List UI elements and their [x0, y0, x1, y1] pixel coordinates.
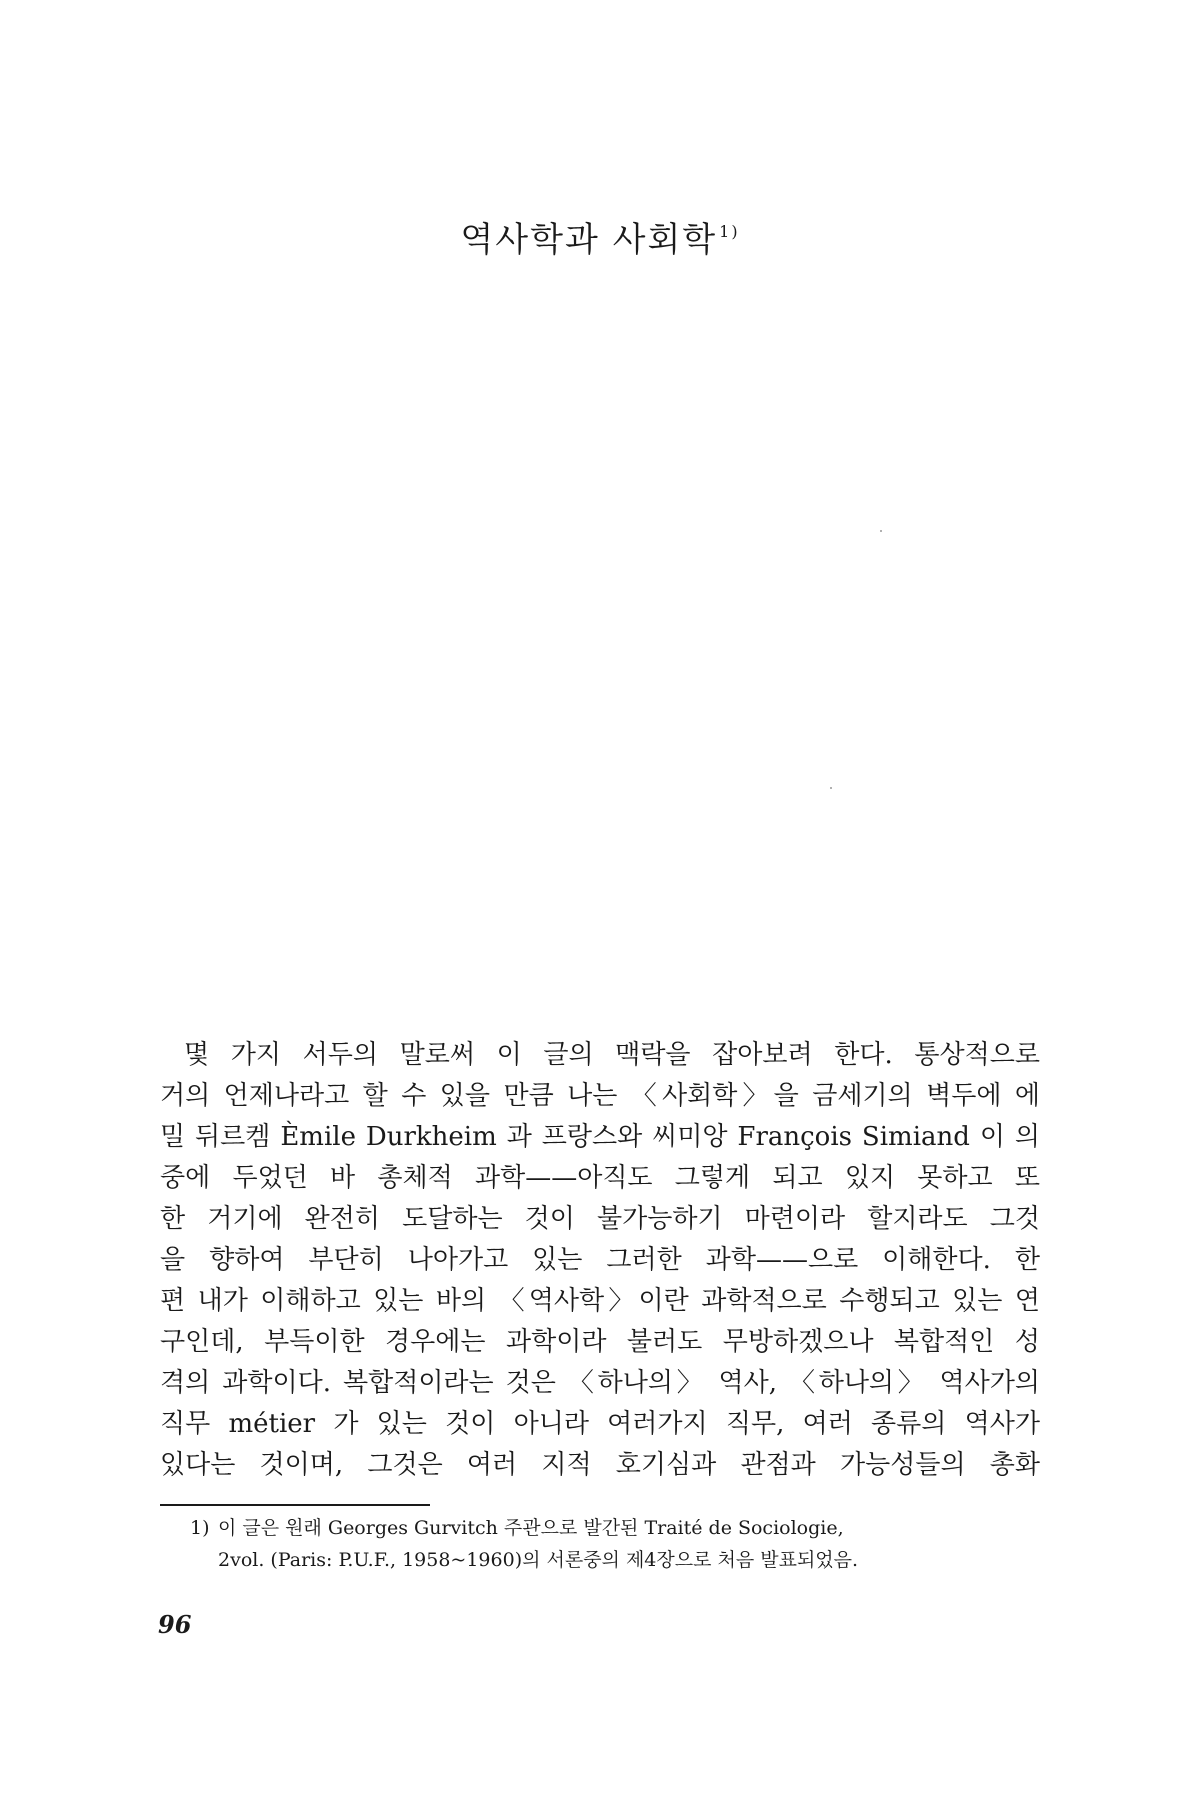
body-line: 거의 언제나라고 할 수 있을 만큼 나는 〈사회학〉을 금세기의 벽두에 에	[160, 1081, 1040, 1111]
body-line: 직무 métier 가 있는 것이 아니라 여러가지 직무, 여러 종류의 역사가	[160, 1409, 1040, 1439]
scan-speck	[880, 530, 882, 532]
body-line: 구인데, 부득이한 경우에는 과학이라 불러도 무방하겠으나 복합적인 성	[160, 1327, 1040, 1357]
footnote-number: 1)	[190, 1517, 210, 1539]
body-line: 한 거기에 완전히 도달하는 것이 불가능하기 마련이라 할지라도 그것	[160, 1204, 1040, 1234]
footnote-text-line-2: 2vol. (Paris: P.U.F., 1958~1960)의 서론중의 제4장으로 처음 발표되었음.	[218, 1549, 859, 1571]
body-line: 을 향하여 부단히 나아가고 있는 그러한 과학——으로 이해한다. 한	[160, 1245, 1040, 1275]
footnote-line	[190, 1512, 1040, 1544]
page-number: 96	[158, 1610, 192, 1639]
body-line: 밀 뒤르켐 Èmile Durkheim 과 프랑스와 씨미앙 François Simiand 이 의	[160, 1122, 1040, 1152]
title-footnote-marker: 1)	[719, 222, 740, 241]
body-line: 편 내가 이해하고 있는 바의 〈역사학〉이란 과학적으로 수행되고 있는 연	[160, 1286, 1040, 1316]
footnote-text-line-1: 이 글은 원래 Georges Gurvitch 주관으로 발간된 Traité de Sociologie,	[218, 1517, 844, 1539]
body-line: 중에 두었던 바 총체적 과학——아직도 그렇게 되고 있지 못하고 또	[160, 1163, 1040, 1193]
footnote	[190, 1512, 1040, 1576]
body-paragraph	[160, 1035, 1040, 1486]
body-line: 있다는 것이며, 그것은 여러 지적 호기심과 관점과 가능성들의 총화	[160, 1450, 1040, 1480]
body-line: 격의 과학이다. 복합적이라는 것은 〈하나의〉 역사, 〈하나의〉 역사가의	[160, 1368, 1040, 1398]
chapter-title	[0, 212, 1200, 261]
chapter-title-text: 역사학과 사회학	[460, 220, 718, 260]
footnote-divider	[160, 1504, 430, 1506]
body-line: 몇 가지 서두의 말로써 이 글의 맥락을 잡아보려 한다. 통상적으로	[184, 1040, 1040, 1070]
scan-speck	[830, 787, 832, 789]
